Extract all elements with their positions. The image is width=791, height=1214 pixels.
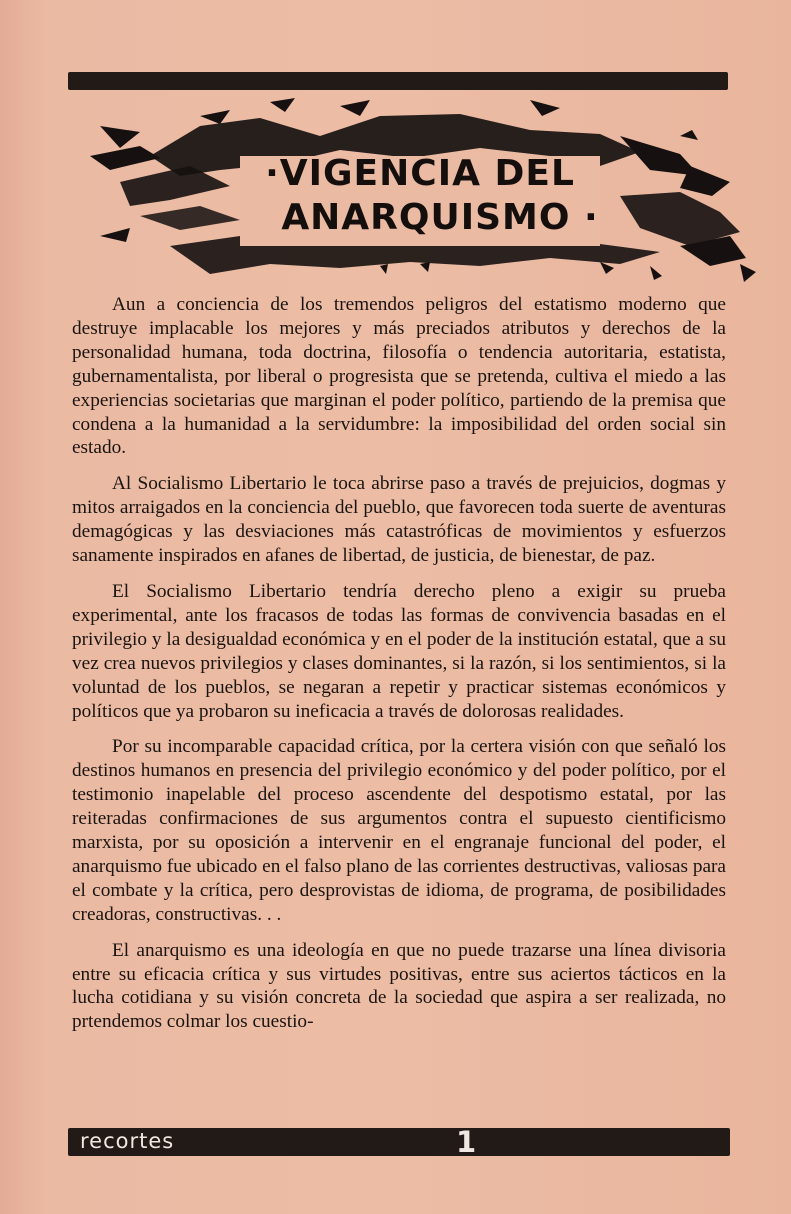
article-body <box>72 293 726 1046</box>
paragraph: Aun a conciencia de los tremendos peligros del estatismo moderno que destruye implacable los mejores y más preciados atributos y derechos de la personalidad humana, toda doctrina, filosofía o tendencia autoritaria, estatista, gubernamentalista, por liberal o progresista que se pretenda, cultiva el miedo a las experiencias societarias que marginan el poder político, partiendo de la premisa que condena a la humanidad a la servidumbre: la imposibilidad del orden social sin estado. <box>72 294 726 459</box>
title-line-1: ·VIGENCIA DEL <box>265 153 575 194</box>
title-header <box>80 96 760 286</box>
paragraph: El anarquismo es una ideología en que no puede trazarse una línea divisoria entre su eficacia crítica y sus virtudes positivas, entre sus aciertos tácticos en la lucha cotidiana y su visión concreta de la sociedad que aspira a ser realizada, no prtendemos colmar los cuestio- <box>72 939 726 1033</box>
paragraph: Por su incomparable capacidad crítica, por la certera visión con que señaló los destinos humanos en presencia del privilegio económico y del poder político, por el testimonio inapelable del proceso ascendente del despotismo estatal, por las reiteradas confirmaciones de sus argumentos contra el supuesto cientificismo marxista, por su oposición a intervenir en el engranaje funcional del poder, el anarquismo fue ubicado en el falso plano de las corrientes destructivas, valiosas para el combate y la crítica, pero desprovistas de idioma, de programa, de posibilidades creadoras, constructivas. . . <box>72 736 726 925</box>
top-rule <box>68 72 728 90</box>
article-title <box>80 152 760 240</box>
title-line-2: ANARQUISMO · <box>281 197 599 238</box>
publication-name: recortes <box>80 1129 175 1153</box>
paragraph: El Socialismo Libertario tendría derecho pleno a exigir su prueba experimental, ante los fracasos de todas las formas de convivencia basadas en el privilegio y la desigualdad económica y en el poder de la institución estatal, que a su vez crea nuevos privilegios y clases dominantes, si la razón, si los sentimientos, si la voluntad de los pueblos, se negaran a repetir y practicar sistemas económicos y políticos que ya probaron su ineficacia a través de dolorosas realidades. <box>72 580 726 722</box>
paragraph: Al Socialismo Libertario le toca abrirse paso a través de prejuicios, dogmas y mitos arraigados en la conciencia del pueblo, que favorecen toda suerte de aventuras demagógicas y las desviaciones más catastróficas de movimientos y esfuerzos sanamente inspirados en afanes de libertad, de justicia, de bienestar, de paz. <box>72 473 726 567</box>
footer-bar <box>68 1125 730 1159</box>
page-number: 1 <box>456 1125 477 1159</box>
